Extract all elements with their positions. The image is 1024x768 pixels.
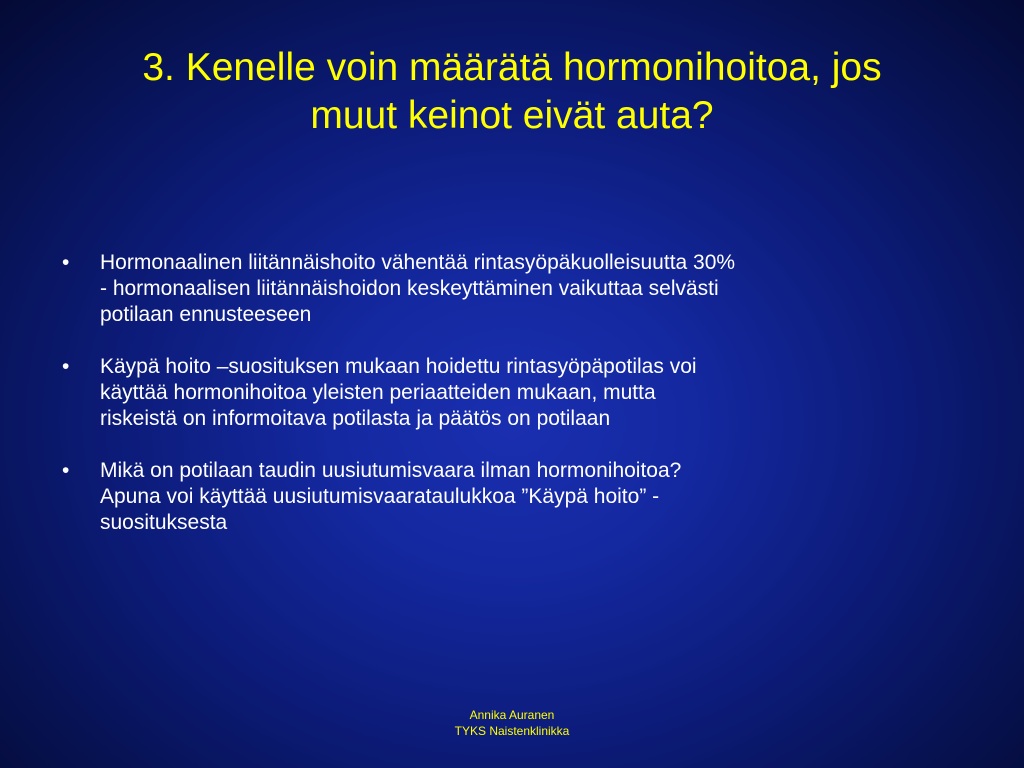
- bullet-text-line: Käypä hoito –suosituksen mukaan hoidettu rintasyöpäpotilas voi: [100, 355, 697, 378]
- bullet-item: [62, 354, 972, 432]
- bullet-text-line: Hormonaalinen liitännäishoito vähentää rintasyöpäkuolleisuutta 30%: [100, 251, 736, 274]
- slide-footer: [362, 707, 662, 739]
- bullet-text-line: suosituksesta: [100, 511, 228, 534]
- bullet-text-line: Apuna voi käyttää uusiutumisvaarataulukkoa ”Käypä hoito” -: [100, 485, 660, 508]
- bullet-item: [62, 250, 972, 328]
- title-line: muut keinot eivät auta?: [310, 94, 714, 137]
- bullet-text-line: - hormonaalisen liitännäishoidon keskeyttäminen vaikuttaa selvästi: [100, 277, 719, 300]
- bullet-text-line: riskeistä on informoitava potilasta ja päätös on potilaan: [100, 407, 611, 430]
- slide-title: [60, 44, 964, 140]
- bullet-item: [62, 458, 972, 536]
- bullet-text-line: Mikä on potilaan taudin uusiutumisvaara ilman hormonihoitoa?: [100, 459, 682, 482]
- bullet-text-line: käyttää hormonihoitoa yleisten periaatteiden mukaan, mutta: [100, 381, 656, 404]
- bullet-icon: •: [62, 459, 70, 482]
- footer-author: Annika Auranen: [469, 708, 555, 722]
- bullet-list: [62, 250, 972, 562]
- bullet-text-line: potilaan ennusteeseen: [100, 303, 312, 326]
- footer-organization: TYKS Naistenklinikka: [454, 724, 570, 738]
- title-line: 3. Kenelle voin määrätä hormonihoitoa, jos: [142, 46, 882, 89]
- bullet-icon: •: [62, 251, 70, 274]
- bullet-icon: •: [62, 355, 70, 378]
